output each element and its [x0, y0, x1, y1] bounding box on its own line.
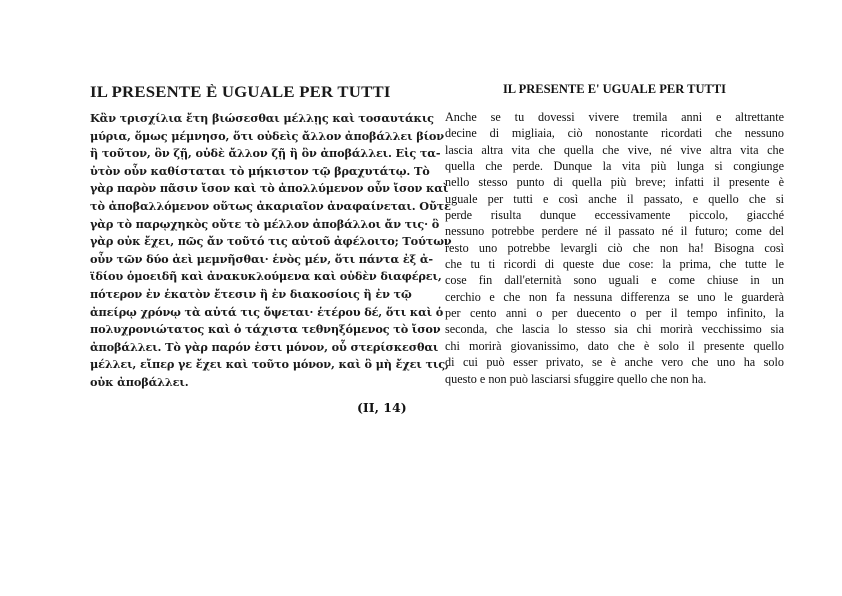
greek-line: ἢ τοῦτον, ὃν ζῇ, οὐδὲ ἄλλον ζῇ ἢ ὃν ἀποβάλλει. Εἰς τα- [90, 146, 441, 161]
italian-line: per cento anni o per duecento o per il tempo infinito, la [445, 306, 784, 321]
greek-line: ϊδίου ὁμοειδῆ καὶ ἀνακυκλούμενα καὶ οὐδὲν διαφέρει, [90, 269, 442, 284]
greek-title: IL PRESENTE È UGUALE PER TUTTI [90, 84, 391, 101]
italian-line: questo e non può lasciarsi sfuggire quello che non ha. [445, 371, 707, 386]
italian-title: IL PRESENTE E' UGUALE PER TUTTI [502, 82, 727, 96]
greek-line: οὐκ ἀποβάλλει. [90, 374, 189, 389]
italian-line: resto uno potrebbe levargli ciò che non ha! Bisogna così [445, 240, 784, 255]
italian-text-column [445, 82, 784, 387]
greek-line: γὰρ οὐκ ἔχει, πῶς ἄν τοῦτό τις αὐτοῦ ἀφέλοιτο; Τούτων [90, 234, 452, 249]
italian-line: chi morirà giovanissimo, dato che è solo il presente quello [445, 338, 784, 353]
italian-line: seconda, che lascia lo stesso sia chi morirà vecchissimo sia [445, 322, 784, 337]
italian-line: quella che perde. Dunque la vita più lunga si congiunge [445, 159, 784, 174]
greek-line: ὐτὸν οὖν καθίσταται τὸ μήκιστον τῷ βραχυτάτῳ. Τὸ [90, 163, 430, 178]
greek-line: ἀπείρῳ χρόνῳ τὰ αὐτά τις ὄψεται· ἑτέρου δέ, ὅτι καὶ ὁ [90, 304, 444, 319]
italian-line: nello stesso punto di quella più breve; infatti il presente è [445, 175, 784, 190]
italian-line: decine di migliaia, ciò nonostante ricordati che nessuno [445, 126, 784, 141]
greek-reference: (II, 14) [357, 400, 407, 415]
italian-line: uguale per tutti e così anche il passato, e quello che si [445, 191, 784, 206]
italian-line: che tu ti ricordi di queste due cose: la prima, che tutte le [445, 257, 784, 272]
greek-line: πότερον ἐν ἑκατὸν ἔτεσιν ἢ ἐν διακοσίοις ἢ ἐν τῷ [90, 286, 412, 301]
greek-line: γὰρ παρὸν πᾶσιν ἴσον καὶ τὸ ἀπολλύμενον οὖν ἴσον καὶ [90, 181, 449, 196]
greek-line: πολυχρονιώτατος καὶ ὁ τάχιστα τεθνηξόμενος τὸ ἴσον [90, 322, 441, 337]
italian-line: lascia altra vita che quella che vive, né vive altra vita che [445, 142, 784, 157]
italian-line: cerchio e che non fa nessuna differenza se uno le guarderà [445, 289, 784, 304]
greek-line: μύρια, ὅμως μέμνησο, ὅτι οὐδεὶς ἄλλον ἀποβάλλει βίον [90, 128, 444, 143]
italian-line: nessuno potrebbe perdere né il passato né il futuro; come del [445, 224, 784, 239]
greek-passage [90, 110, 452, 392]
greek-line: οὖν τῶν δύο ἀεὶ μεμνῆσθαι· ἑνὸς μέν, ὅτι πάντα ἐξ ἀ- [90, 251, 433, 266]
italian-passage [445, 109, 784, 387]
greek-text-column [90, 84, 452, 392]
greek-line: ἀποβάλλει. Τὸ γὰρ παρόν ἐστι μόνον, οὗ στερίσκεσθαι [90, 339, 439, 354]
italian-line: Anche se tu dovessi vivere tremila anni e altrettante [445, 110, 784, 124]
italian-line: cose fin dall'eternità sono uguali e come chiuse in un [445, 273, 784, 288]
italian-line: di cui può esser privato, se è anche vero che uno ha solo [445, 355, 784, 370]
greek-line: Κἂν τρισχίλια ἔτη βιώσεσθαι μέλλῃς καὶ τοσαυτάκις [90, 111, 434, 125]
greek-line: τὸ ἀποβαλλόμενον οὕτως ἀκαριαῖον ἀναφαίνεται. Οὔτε [90, 198, 451, 213]
greek-line: γὰρ τὸ παρῳχηκὸς οὔτε τὸ μέλλον ἀποβάλλοι ἄν τις· ὃ [90, 216, 440, 231]
greek-line: μέλλει, εἴπερ γε ἔχει καὶ τοῦτο μόνον, καὶ ὃ μὴ ἔχει τις, [90, 357, 449, 372]
italian-line: perde risulta dunque eccessivamente piccolo, giacché [445, 208, 784, 223]
